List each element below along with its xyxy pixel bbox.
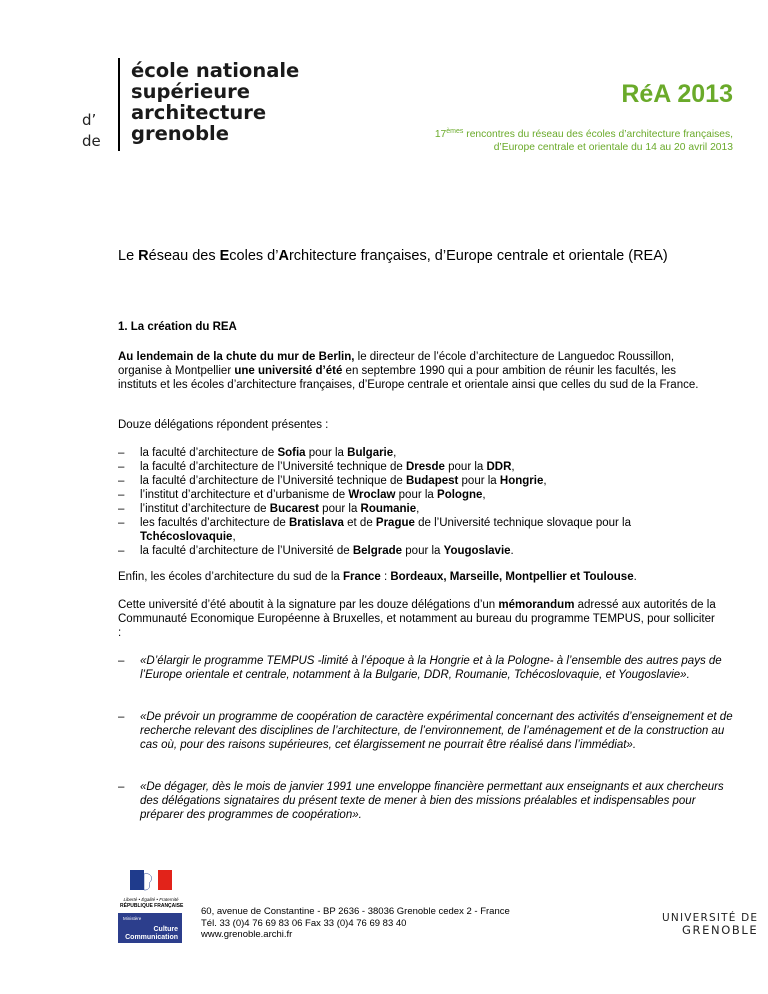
- list-item: [118, 460, 718, 474]
- quote-text: «De dégager, dès le mois de janvier 1991 une enveloppe financière permettant aux enseignants et aux chercheurs des délégations signataires du présent texte de mener à bien des missions préalables et indispensables pour préparer des programmes de coopération».: [140, 781, 724, 821]
- list-item: [118, 488, 718, 502]
- item-country: Yougoslavie: [443, 545, 511, 557]
- quote-text: «D’élargir le programme TEMPUS -limité à l’époque à la Hongrie et à la Pologne- à l’ensemble des autres pays de l’Europe orientale et centrale, notamment à la Bulgarie, DDR, Roumanie, Tchécoslovaquie, et Yougoslavie».: [140, 655, 722, 681]
- title-part: Le: [118, 248, 139, 264]
- school-logo: [131, 60, 299, 144]
- footer-phone: Tél. 33 (0)4 76 69 83 06 Fax 33 (0)4 76 69 83 40: [201, 917, 407, 929]
- item-text: pour la: [402, 545, 444, 557]
- footer-website: www.grenoble.archi.fr: [201, 929, 293, 940]
- item-punct: ,: [543, 475, 547, 487]
- item-punct: ,: [232, 531, 236, 543]
- item-country: Pologne: [437, 489, 483, 501]
- item-city: Prague: [375, 517, 415, 529]
- item-text: pour la: [458, 475, 500, 487]
- logo-line-4: grenoble: [131, 122, 229, 145]
- rea-edition-suffix: èmes: [446, 128, 464, 135]
- item-country: Bulgarie: [347, 447, 394, 459]
- logo-prefix-de: de: [82, 132, 101, 150]
- memorandum-paragraph: [118, 598, 718, 640]
- item-country: DDR: [486, 461, 512, 473]
- item-punct: ,: [511, 461, 515, 473]
- para-text: :: [380, 571, 391, 583]
- item-punct: ,: [393, 447, 397, 459]
- item-text: l’institut d’architecture et d’urbanisme de: [140, 489, 349, 501]
- memorandum-point-3: [118, 780, 738, 822]
- dash-bullet: –: [118, 475, 125, 487]
- dash-bullet: –: [118, 655, 125, 667]
- dash-bullet: –: [118, 711, 125, 723]
- item-text: et de: [343, 517, 376, 529]
- logo-prefix-d: d’: [82, 111, 97, 129]
- item-text: la faculté d’architecture de l’Université de: [140, 545, 353, 557]
- item-text: l’institut d’architecture de: [140, 503, 270, 515]
- logo-line-1: école nationale: [131, 59, 300, 82]
- para-text: Enfin, les écoles d’architecture du sud de la: [118, 571, 344, 583]
- footer-contact: [201, 906, 510, 941]
- rea-subtitle-text: rencontres du réseau des écoles d’architecture françaises,: [463, 129, 733, 140]
- marianne-flag-icon: [120, 868, 182, 892]
- intro-bold-1: Au lendemain de la chute du mur de Berlin,: [118, 351, 355, 363]
- logo-line-3: architecture: [131, 101, 267, 124]
- southern-schools-paragraph: [118, 570, 718, 584]
- para-bold: mémorandum: [498, 599, 575, 611]
- dash-bullet: –: [118, 447, 125, 459]
- logo-line-2: supérieure: [131, 80, 250, 103]
- rf-motto: Liberté • Égalité • Fraternité: [123, 897, 179, 902]
- item-city: Budapest: [405, 475, 459, 487]
- item-city: Sofia: [277, 447, 306, 459]
- title-part: éseau des: [148, 248, 220, 264]
- title-initial-a: A: [278, 248, 289, 264]
- list-item: [118, 446, 718, 460]
- title-part: rchitecture françaises, d’Europe centrale et orientale (REA): [288, 248, 668, 264]
- item-city: Wroclaw: [348, 489, 396, 501]
- culture-line-2: Communication: [125, 934, 178, 941]
- memorandum-point-1: [118, 654, 738, 682]
- marianne-logo: [120, 868, 182, 910]
- delegations-list: [118, 446, 718, 558]
- rf-name: RÉPUBLIQUE FRANÇAISE: [120, 903, 184, 909]
- item-text: la faculté d’architecture de l’Université technique de: [140, 475, 406, 487]
- section-heading: 1. La création du REA: [118, 321, 237, 333]
- dash-bullet: –: [118, 517, 125, 529]
- univ-line-1: UNIVERSITÉ DE: [662, 912, 759, 924]
- list-item: [118, 516, 718, 544]
- item-city: Dresde: [405, 461, 445, 473]
- intro-text-1: le directeur de l’école d’architecture de Languedoc Roussillon, organise à Montpellier: [118, 351, 675, 377]
- delegations-intro: Douze délégations répondent présentes :: [118, 419, 329, 431]
- item-city: Bratislava: [288, 517, 344, 529]
- title-part: coles d’: [229, 248, 279, 264]
- item-city: Bucarest: [269, 503, 319, 515]
- list-item: [118, 544, 718, 558]
- memorandum-point-2: [118, 710, 738, 752]
- item-text: pour la: [305, 447, 348, 459]
- culture-ministry-small: Ministère: [123, 916, 142, 921]
- university-logo: [662, 913, 758, 936]
- list-item: [118, 474, 718, 488]
- item-country: Roumanie: [360, 503, 417, 515]
- intro-text-2: en septembre 1990 qui a pour ambition de réunir les facultés, les instituts et les écoles d’architecture françaises, d’Europe centrale et orientale ainsi que celles du sud de la France.: [118, 365, 699, 391]
- intro-bold-2: une université d’été: [234, 365, 343, 377]
- item-text: la faculté d’architecture de: [140, 447, 278, 459]
- title-initial-e: E: [219, 248, 230, 264]
- item-text: pour la: [318, 503, 361, 515]
- item-country: Hongrie: [499, 475, 544, 487]
- para-text: .: [633, 571, 637, 583]
- para-bold: Bordeaux, Marseille, Montpellier et Toulouse: [390, 571, 634, 583]
- title-initial-r: R: [138, 248, 149, 264]
- item-country: Tchécoslovaquie: [140, 531, 233, 543]
- rea-subtitle-line-1: [435, 128, 733, 141]
- dash-bullet: –: [118, 503, 125, 515]
- item-city: Belgrade: [352, 545, 403, 557]
- dash-bullet: –: [118, 461, 125, 473]
- list-item: [118, 502, 718, 516]
- item-punct: .: [510, 545, 514, 557]
- item-punct: ,: [482, 489, 486, 501]
- item-text: pour la: [444, 461, 487, 473]
- item-text: pour la: [395, 489, 438, 501]
- rea-subtitle-line-2: d’Europe centrale et orientale du 14 au 20 avril 2013: [493, 142, 733, 153]
- item-punct: ,: [416, 503, 420, 515]
- item-text: de l’Université technique slovaque pour la: [414, 517, 631, 529]
- para-bold: France: [343, 571, 381, 583]
- univ-line-2: GRENOBLE: [682, 922, 759, 937]
- item-text: les facultés d’architecture de: [140, 517, 289, 529]
- dash-bullet: –: [118, 781, 125, 793]
- para-text: adressé aux autorités de la Communauté Economique Européenne à Bruxelles, et notamment au bureau du programme TEMPUS, pour solliciter :: [118, 599, 716, 639]
- quote-text: «De prévoir un programme de coopération de caractère expérimental concernant des activités d’enseignement et de recherche relevant des disciplines de l’architecture, de l’environnement, de l’aménagement et de la construction au cas où, pour des raisons supérieures, cet élargissement ne pourrait être réalisé dans l’immédiat».: [140, 711, 733, 751]
- rea-edition-number: 17: [434, 129, 447, 140]
- intro-paragraph: [118, 350, 718, 392]
- dash-bullet: –: [118, 489, 125, 501]
- culture-ministry-logo: [118, 913, 182, 943]
- para-text: Cette université d’été aboutit à la signature par les douze délégations d’un: [118, 599, 499, 611]
- document-title: [118, 248, 668, 264]
- rea-title: RéA 2013: [621, 80, 733, 108]
- footer-address: 60, avenue de Constantine - BP 2636 - 38036 Grenoble cedex 2 - France: [201, 906, 510, 917]
- logo-vertical-rule: [118, 58, 120, 151]
- dash-bullet: –: [118, 545, 125, 557]
- culture-line-1: Culture: [153, 926, 178, 933]
- item-text: la faculté d’architecture de l’Université technique de: [140, 461, 406, 473]
